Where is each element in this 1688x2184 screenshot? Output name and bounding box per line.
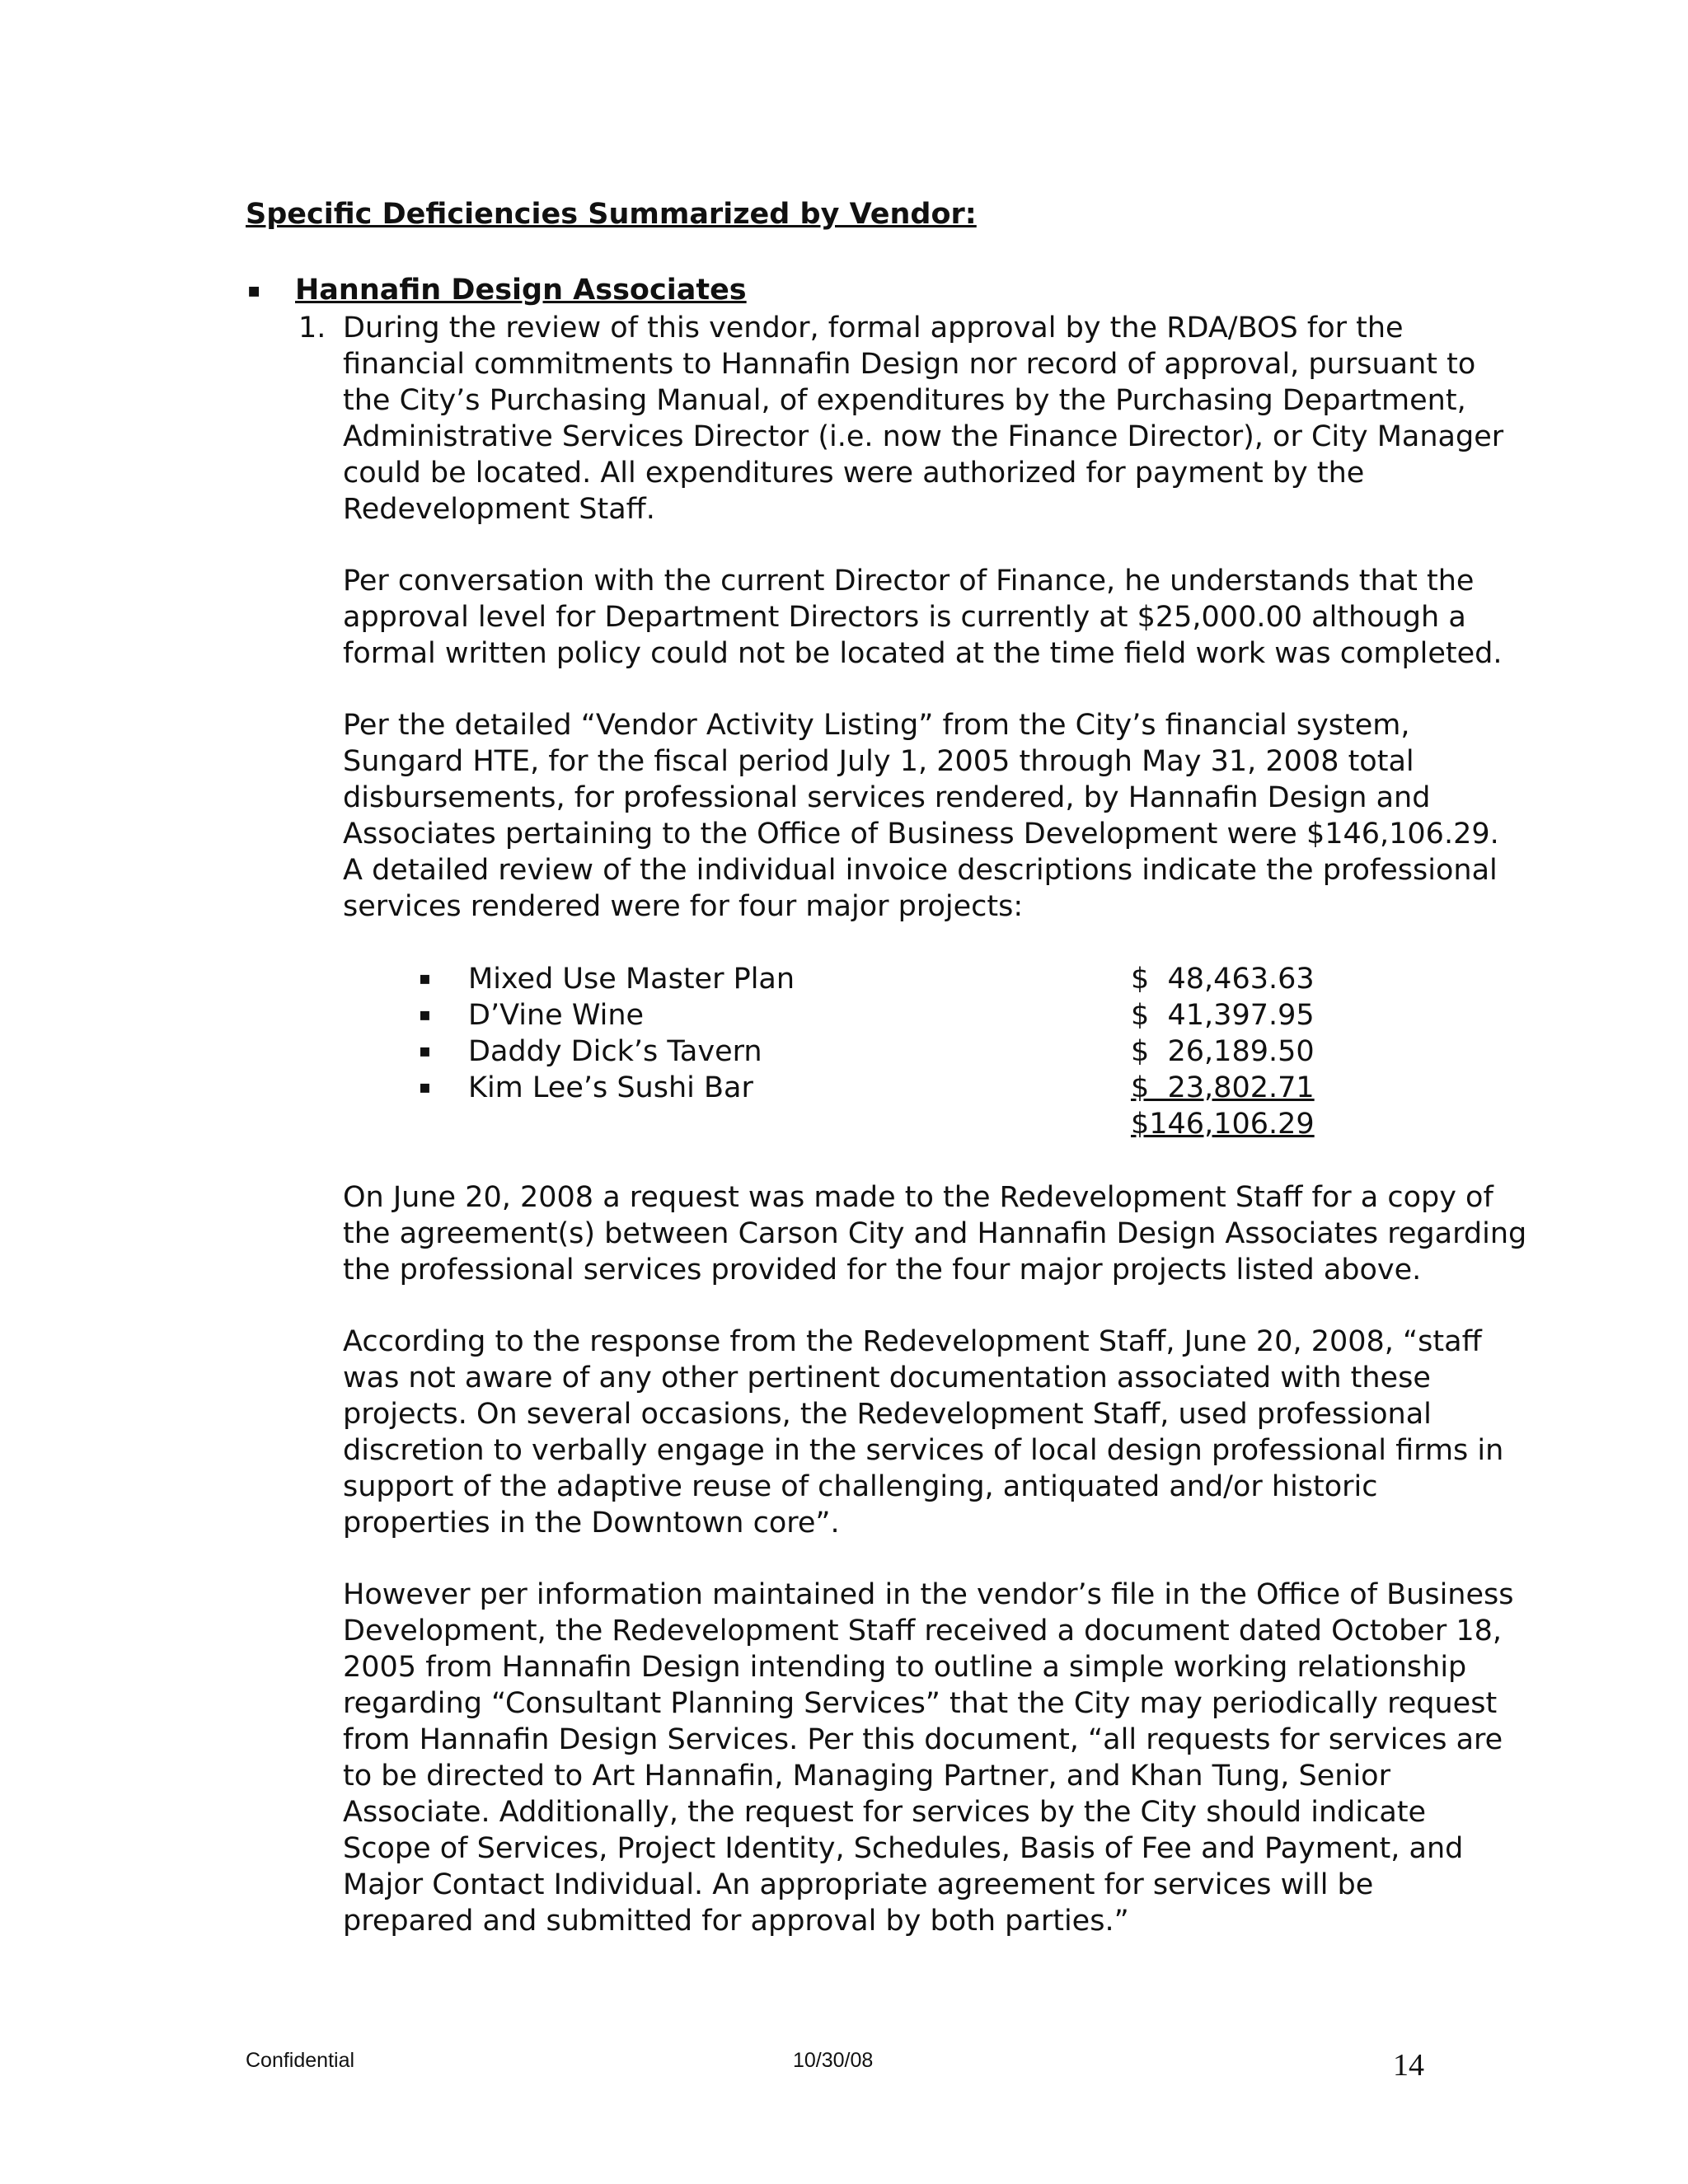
text-line: However per information maintained in the vendor’s file in the Office of Business — [343, 1578, 1514, 1611]
paragraph-approval — [343, 310, 1504, 527]
text-line: the professional services provided for the four major projects listed above. — [343, 1254, 1422, 1286]
text-line: Per the detailed “Vendor Activity Listing” from the City’s financial system, — [343, 709, 1410, 742]
text-line: services rendered were for four major projects: — [343, 890, 1024, 923]
paragraph-response — [343, 1324, 1504, 1541]
footer-confidential: Confidential — [246, 2049, 355, 2072]
text-line: formal written policy could not be located at the time field work was completed. — [343, 637, 1503, 670]
text-line: the agreement(s) between Carson City and Hannafin Design Associates regarding — [343, 1217, 1527, 1250]
paragraph-vendor-file — [343, 1577, 1514, 1939]
project-row — [412, 1070, 1319, 1106]
text-line: was not aware of any other pertinent documentation associated with these — [343, 1361, 1431, 1394]
text-line: During the review of this vendor, formal approval by the RDA/BOS for the — [343, 312, 1404, 344]
text-line: A detailed review of the individual invoice descriptions indicate the professional — [343, 854, 1498, 887]
text-line: properties in the Downtown core”. — [343, 1507, 840, 1540]
project-name: D’Vine Wine — [468, 999, 645, 1032]
vendor-bullet-icon: ▪ — [247, 279, 261, 302]
text-line: Per conversation with the current Director of Finance, he understands that the — [343, 565, 1475, 598]
text-line: approval level for Department Directors is currently at $25,000.00 although a — [343, 601, 1466, 634]
vendor-name: Hannafin Design Associates — [295, 274, 747, 307]
paragraph-finance-director — [343, 563, 1503, 672]
project-name: Kim Lee’s Sushi Bar — [468, 1071, 753, 1104]
paragraph-vendor-activity — [343, 707, 1499, 925]
project-total-row — [412, 1106, 1319, 1142]
project-name: Mixed Use Master Plan — [468, 963, 795, 996]
text-line: projects. On several occasions, the Redevelopment Staff, used professional — [343, 1398, 1432, 1431]
text-line: Associates pertaining to the Office of Business Development were $146,106.29. — [343, 818, 1499, 851]
footer-date: 10/30/08 — [793, 2049, 874, 2072]
paragraph-request — [343, 1179, 1527, 1288]
item-number: 1. — [298, 312, 326, 344]
text-line: from Hannafin Design Services. Per this document, “all requests for services are — [343, 1723, 1503, 1756]
text-line: financial commitments to Hannafin Design nor record of approval, pursuant to — [343, 348, 1476, 381]
page-number: 14 — [1393, 2048, 1424, 2083]
bullet-icon: ▪ — [419, 1005, 431, 1025]
project-amount: $ 23,802.71 — [1131, 1071, 1315, 1104]
text-line: Sungard HTE, for the fiscal period July 1, 2005 through May 31, 2008 total — [343, 745, 1414, 778]
text-line: Associate. Additionally, the request for services by the City should indicate — [343, 1796, 1427, 1829]
section-title: Specific Deficiencies Summarized by Vendor: — [246, 198, 977, 231]
text-line: the City’s Purchasing Manual, of expenditures by the Purchasing Department, — [343, 384, 1466, 417]
text-line: to be directed to Art Hannafin, Managing Partner, and Khan Tung, Senior — [343, 1760, 1390, 1793]
text-line: Scope of Services, Project Identity, Schedules, Basis of Fee and Payment, and — [343, 1832, 1464, 1865]
project-row — [412, 961, 1319, 997]
text-line: could be located. All expenditures were authorized for payment by the — [343, 457, 1365, 490]
text-line: Administrative Services Director (i.e. now the Finance Director), or City Manager — [343, 420, 1504, 453]
project-row — [412, 1033, 1319, 1070]
bullet-icon: ▪ — [419, 968, 431, 989]
text-line: On June 20, 2008 a request was made to the Redevelopment Staff for a copy of — [343, 1181, 1493, 1214]
text-line: 2005 from Hannafin Design intending to outline a simple working relationship — [343, 1651, 1467, 1684]
text-line: disbursements, for professional services rendered, by Hannafin Design and — [343, 781, 1431, 814]
bullet-icon: ▪ — [419, 1041, 431, 1062]
text-line: prepared and submitted for approval by both parties.” — [343, 1905, 1129, 1938]
text-line: discretion to verbally engage in the services of local design professional firms in — [343, 1434, 1504, 1467]
text-line: Redevelopment Staff. — [343, 493, 655, 526]
projects-total: $146,106.29 — [1131, 1108, 1315, 1141]
text-line: According to the response from the Redevelopment Staff, June 20, 2008, “staff — [343, 1325, 1482, 1358]
text-line: Development, the Redevelopment Staff received a document dated October 18, — [343, 1615, 1502, 1647]
project-row — [412, 997, 1319, 1033]
project-amount: $ 41,397.95 — [1131, 999, 1315, 1032]
bullet-icon: ▪ — [419, 1077, 431, 1098]
text-line: Major Contact Individual. An appropriate agreement for services will be — [343, 1868, 1374, 1901]
project-name: Daddy Dick’s Tavern — [468, 1035, 762, 1068]
project-amount: $ 26,189.50 — [1131, 1035, 1315, 1068]
project-amount: $ 48,463.63 — [1131, 963, 1315, 996]
text-line: support of the adaptive reuse of challenging, antiquated and/or historic — [343, 1470, 1378, 1503]
text-line: regarding “Consultant Planning Services” that the City may periodically request — [343, 1687, 1498, 1720]
